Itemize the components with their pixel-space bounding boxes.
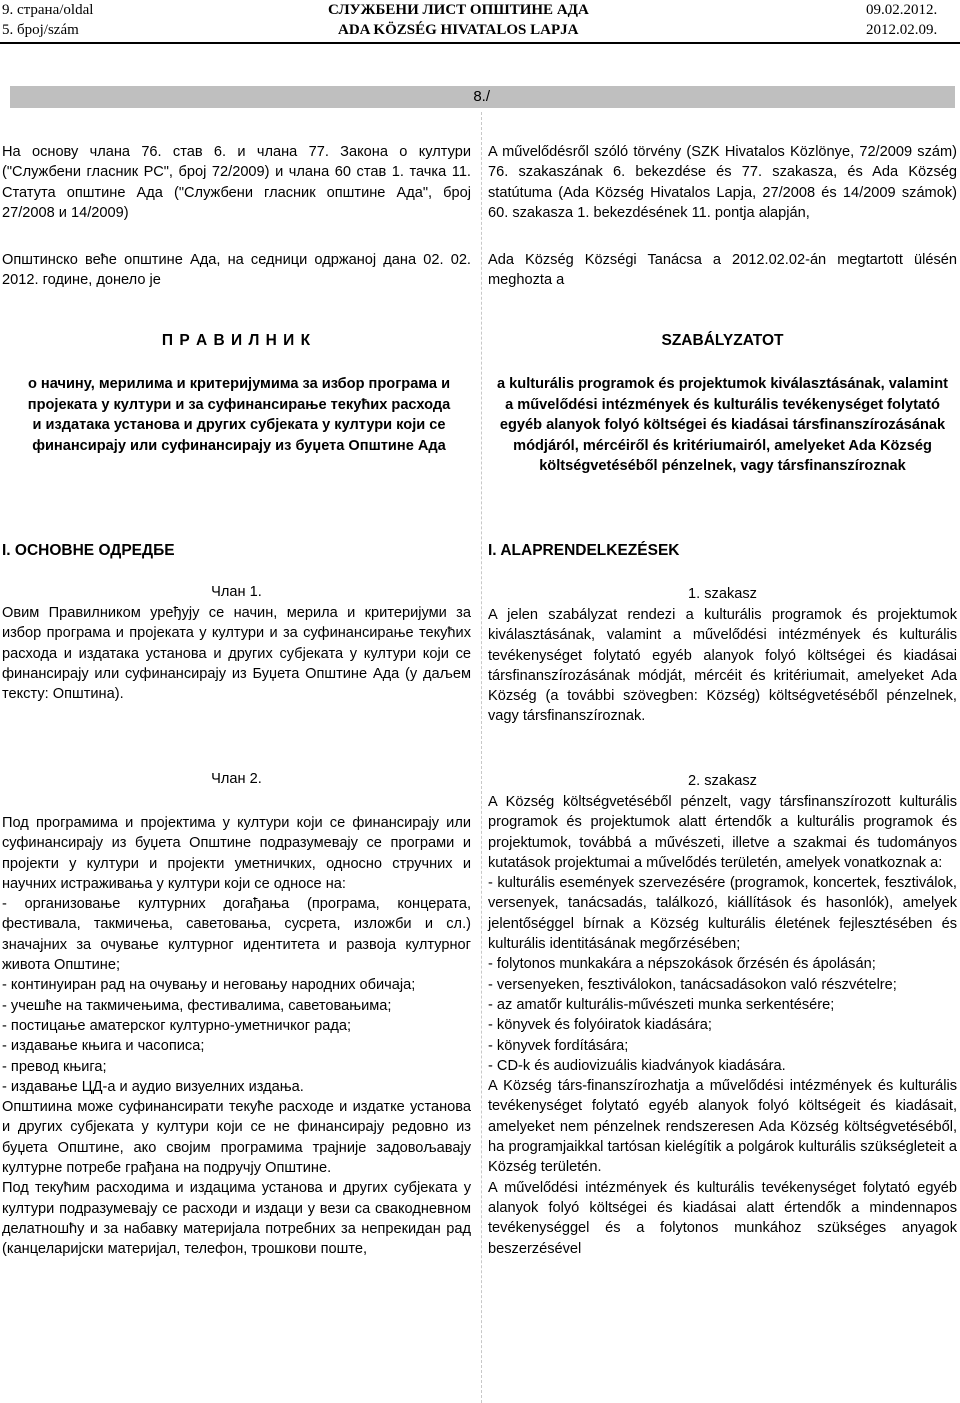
page-number: 9. страна/oldal bbox=[2, 2, 94, 18]
left-list-item: - издавање ЦД-а и аудио визуелних издања. bbox=[2, 1078, 304, 1095]
left-article-2-para-2: Општиина може суфинансирати текуће расходе и издатке установа и других субјеката у култури који се не финансирају редовно из буџета Општине, ако својим програмима трајније задовољавају културне потребе грађана на подручју Општине. bbox=[2, 1099, 471, 1177]
left-doc-title: П Р А В И Л Н И К bbox=[161, 332, 312, 349]
left-doc-subtitle: о начину, мерилима и критеријумима за избор програма и пројеката у култури и за суфинансирање текућих расхода и издатака установа и других субјеката у култури који се финансирају или суфинансирају из буџета Општине Ада bbox=[27, 376, 451, 454]
left-article-2-heading: Члан 2. bbox=[211, 771, 262, 787]
left-article-1-heading: Члан 1. bbox=[211, 584, 262, 600]
right-list-item: - folytonos munkakára a népszokások őrzésén és ápolásán; bbox=[488, 956, 876, 973]
right-article-2-heading: 2. szakasz bbox=[688, 773, 757, 789]
right-intro-adopted: Ada Község Községi Tanácsa a 2012.02.02-án megtartott ülésén meghozta a bbox=[488, 252, 957, 289]
right-list-item: - versenyeken, fesztiválokon, tanácsadásokon való részvételre; bbox=[488, 976, 897, 993]
left-list-item: - постицање аматерског културно-уметничког рада; bbox=[2, 1017, 352, 1034]
journal-title-serbian: СЛУЖБЕНИ ЛИСТ ОПШТИНЕ АДА bbox=[328, 2, 589, 18]
left-list-item: - континуиран рад на очувању и неговању народних обичаја; bbox=[2, 977, 416, 994]
right-article-2-body bbox=[488, 792, 957, 1259]
left-list-item: - издавање књига и часописа; bbox=[2, 1038, 205, 1055]
right-list-item: - az amatőr kulturális-művészeti munka serkentésére; bbox=[488, 996, 835, 1013]
section-bar bbox=[10, 86, 955, 108]
right-article-2-para-2: A Község társ-finanszírozhatja a művelődési intézmények és kulturális tevékenységet folytató egyéb alanyok folyó költségeit és kiadásait, amelyeket nem pénzelnek rendszeresen Ada Község költségvetéséből, ha programjaikkal tartósan kielégítik a polgárok kulturális szükségleteit a Község területén. bbox=[488, 1078, 957, 1176]
right-doc-subtitle: a kulturális programok és projektumok kiválasztásának, valamint a művelődési intézmények és kulturális tevékenységet folytató egyéb alanyok folyó költségei és kiadásai társfinanszírozásának módjáról, mércéiről és kritériumairól, amelyeket Ada Község költségvetéséből pénzelnek, vagy társfinanszíroznak bbox=[497, 376, 948, 474]
left-article-2-intro: Под програмима и пројектима у култури који се финансирају или суфинансирају из буџета Општине подразумевају се програми и пројекти у култури и пројекти уметничких, односно стручних и научних истраживања у култури који се односе на: bbox=[2, 815, 471, 892]
journal-title-hungarian: ADA KÖZSÉG HIVATALOS LAPJA bbox=[338, 22, 579, 38]
right-article-1-text: A jelen szabályzat rendezi a kulturális programok és projektumok kiválasztásának, valamint a művelődési intézmények és kulturális tevékenységet folytató egyéb alanyok folyó költségei és kiadásai társfinanszírozásának módját, mércéit és kritériumait, amelyeket Ada Község (a további szövegben: Község) költségvetéséből pénzelnek, vagy társfinanszíroznak. bbox=[488, 607, 957, 725]
page-header bbox=[0, 0, 960, 42]
date-serbian: 09.02.2012. bbox=[866, 2, 938, 18]
column-divider bbox=[481, 112, 482, 1403]
left-chapter-heading: I. ОСНОВНЕ ОДРЕДБЕ bbox=[2, 542, 175, 559]
issue-number: 5. број/szám bbox=[2, 22, 79, 38]
left-list-item: - организовање културних догађања (програма, концерата, фестивала, такмичења, саветовања, сусрета, изложби и сл.) значајних за очување културног идентитета и развоја културног живота Општине; bbox=[2, 896, 471, 974]
right-list-item: - könyvek és folyóiratok kiadására; bbox=[488, 1017, 712, 1034]
right-list-item: - CD-k és audiovizuális kiadványok kiadására. bbox=[488, 1057, 786, 1074]
header-rule bbox=[0, 42, 960, 44]
right-intro-legal-basis: A művelődésről szóló törvény (SZK Hivatalos Közlönye, 72/2009 szám) 76. szakaszának 6. bekezdése és 77. szakasza, és Ada Község statútuma (Ada Község Hivatalos Lapja, 27/2008 és 14/2009 számok) 60. szakasza 1. bekezdésének 11. pontja alapján, bbox=[488, 144, 957, 221]
right-list-item: - kulturális események szervezésére (programok, koncertek, fesztiválok, versenyek, tanácsadás, találkozó, kiállítások és hasonlók), amelyek jelentőséggel bírnak a Község kulturális életének fejlesztésében és kulturális identitásának megőrzésében; bbox=[488, 875, 957, 953]
left-list-item: - учешће на такмичењима, фестивалима, саветовањима; bbox=[2, 997, 392, 1014]
right-article-2-para-3: A művelődési intézmények és kulturális tevékenységet folytató egyéb alanyok folyó költségei és kiadásai alatt értendők a mindennapos tevékenységgel és a folytonos munkához szükséges anyagok beszerzésével bbox=[488, 1179, 957, 1257]
left-article-2-body bbox=[2, 813, 471, 1260]
left-intro-legal-basis: На основу члана 76. став 6. и члана 77. Закона о култури ("Службени гласник РС", број 72/2009) и члана 60 став 1. тачка 11. Статута општине Ада ("Службени гласник општине Ада", број 27/2008 и 14/2009) bbox=[2, 144, 471, 221]
left-article-2-para-3: Под текућим расходима и издацима установа и других субјеката у култури подразумевају се расходи и издаци у вези са свакодневном делатношћу и за набавку материјала потребних за непрекидан рад (канцеларијски материјал, телефон, трошкови поште, bbox=[2, 1180, 471, 1258]
left-list-item: - превод књига; bbox=[2, 1058, 107, 1075]
right-doc-title: SZABÁLYZATOT bbox=[661, 332, 784, 349]
left-article-1-text: Овим Правилником уређују се начин, мерила и критеријуми за избор програма и пројеката у култури и за суфинансирање текућих расхода и издатака установа и других субјеката у култури који се финансирају или суфинансирају из Буџета Општине Ада (у даљем тексту: Општина). bbox=[2, 605, 471, 703]
section-number: 8./ bbox=[473, 88, 490, 105]
right-chapter-heading: I. ALAPRENDELKEZÉSEK bbox=[488, 542, 680, 559]
right-article-2-intro: A Község költségvetéséből pénzelt, vagy társfinanszírozott kulturális programok és projektumok alatt értendők a kulturális programok és projektumok, továbbá a művészeti, illetve a szakmai és tudományos kutatások projektumai a művelődés területén, amelyek vonatkoznak a: bbox=[488, 794, 957, 871]
left-intro-adopted: Општинско веће општине Ада, на седници одржаној дана 02. 02. 2012. године, донело је bbox=[2, 252, 471, 289]
right-list-item: - könyvek fordítására; bbox=[488, 1037, 629, 1054]
date-hungarian: 2012.02.09. bbox=[866, 22, 938, 38]
right-article-1-heading: 1. szakasz bbox=[688, 586, 757, 602]
